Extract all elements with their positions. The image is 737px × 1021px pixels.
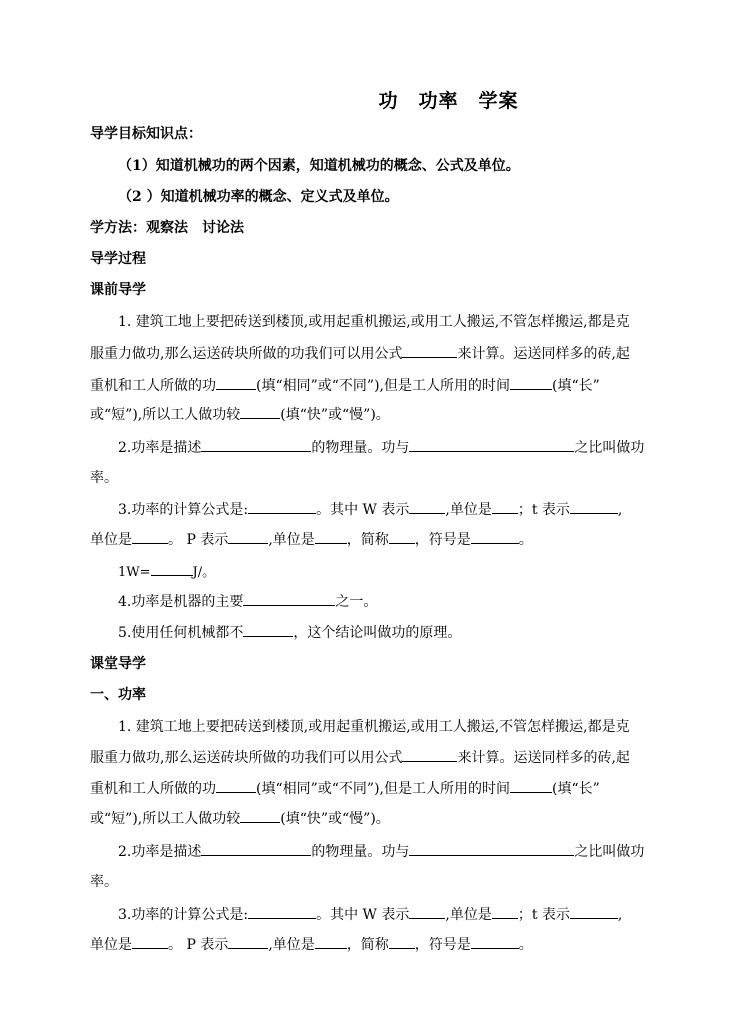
fill-blank: [570, 905, 618, 919]
q1-line3: [90, 376, 650, 396]
q4-text: 之一。: [335, 594, 378, 610]
q3-text: 。其中 W 表示: [316, 502, 410, 518]
q3-text: ；t 表示: [517, 907, 570, 923]
q1-text: 或“短”),所以工人做功较: [90, 811, 241, 827]
q3-text: ,: [617, 502, 623, 518]
goals-heading: 导学目标知识点：: [90, 126, 202, 142]
fill-blank: [228, 530, 268, 544]
fill-blank: [471, 530, 519, 544]
q3-text: ，简称: [346, 532, 389, 548]
fill-blank: [389, 935, 415, 949]
fill-blank: [471, 935, 519, 949]
fill-blank: [315, 530, 347, 544]
q3-text: ，符号是: [414, 532, 471, 548]
q1-text: 来计算。运送同样多的砖,起: [457, 750, 630, 766]
q3-text: 单位是: [90, 937, 132, 953]
fill-blank: [243, 592, 335, 606]
q1-text: 来计算。运送同样多的砖,起: [457, 346, 630, 362]
q3-text: ,单位是: [445, 907, 492, 923]
q1-text: (填“相同”或“不同”),但是工人所用的时间: [256, 781, 511, 797]
c-q1-line1: 1. 建筑工地上要把砖送到楼顶,或用起重机搬运,或用工人搬运,不管怎样搬运,都是克: [118, 719, 630, 735]
q2-text: 2.功率是描述: [118, 440, 202, 456]
fill-blank: [409, 842, 574, 856]
fill-blank: [228, 935, 268, 949]
q1-line1: 1. 建筑工地上要把砖送到楼顶,或用起重机搬运,或用工人搬运,不管怎样搬运,都是克: [118, 314, 630, 330]
q3-text: 。 P 表示: [168, 937, 229, 953]
q4-line: [118, 592, 658, 612]
fill-blank: [492, 905, 518, 919]
q3-text: ,单位是: [268, 937, 315, 953]
c-q1-line4: [90, 809, 650, 829]
fill-blank: [240, 809, 280, 823]
fill-blank: [315, 935, 347, 949]
q3-text: 。: [518, 532, 533, 548]
q5-line: [118, 623, 658, 643]
q3-text: 1W=: [118, 565, 151, 580]
process-heading: 导学过程: [90, 251, 146, 267]
study-method: 学方法：观察法 讨论法: [90, 220, 244, 236]
q3-text: ，简称: [346, 937, 389, 953]
q3-text: ，符号是: [414, 937, 471, 953]
q2-line1: [118, 438, 658, 458]
q3-text: 3.功率的计算公式是:: [118, 907, 249, 923]
fill-blank: [248, 500, 316, 514]
goal-item-1: （1）知道机械功的两个因素，知道机械功的概念、公式及单位。: [118, 158, 520, 174]
c-q1-line2: [90, 748, 650, 768]
fill-blank: [132, 530, 168, 544]
fill-blank: [216, 376, 256, 390]
q4-text: 4.功率是机器的主要: [118, 594, 244, 610]
c-q2-line1: [118, 842, 658, 862]
fill-blank: [201, 438, 311, 452]
q1-text: 服重力做功,那么运送砖块所做的功我们可以用公式: [90, 346, 403, 362]
q1-line2: [90, 344, 650, 364]
q2-text: 2.功率是描述: [118, 844, 202, 860]
c-q2-line2: 率。: [90, 874, 118, 890]
formula-blank: [402, 748, 457, 762]
formula-blank: [402, 344, 457, 358]
fill-blank: [243, 623, 293, 637]
fill-blank: [510, 779, 552, 793]
q3-line1: [118, 500, 658, 520]
q2-line2: 率。: [90, 470, 118, 486]
title-text: 功 功率 学案: [378, 90, 519, 112]
pre-class-heading: 课前导学: [90, 282, 146, 298]
q1-text: 或“短”),所以工人做功较: [90, 407, 241, 423]
q2-text: 之比叫做功: [574, 440, 645, 456]
fill-blank: [409, 500, 445, 514]
q3-text: ,单位是: [268, 532, 315, 548]
q3-text: 3.功率的计算公式是:: [118, 502, 249, 518]
in-class-heading: 课堂导学: [90, 656, 146, 672]
q3-text: ,: [617, 907, 623, 923]
fill-blank: [248, 905, 316, 919]
q1-text: (填“长”: [552, 781, 600, 797]
fill-blank: [409, 905, 445, 919]
q2-text: 的物理量。功与: [311, 844, 410, 860]
c-q3-line2: [90, 935, 650, 955]
q5-text: 5.使用任何机械都不: [118, 625, 244, 641]
section-power-heading: 一、功率: [90, 687, 146, 703]
q1-text: (填“快”或“慢”)。: [280, 811, 390, 827]
q3-text: ；t 表示: [517, 502, 570, 518]
fill-blank: [492, 500, 518, 514]
fill-blank: [389, 530, 415, 544]
c-q3-line1: [118, 905, 658, 925]
goal-item-2: （2 ）知道机械功率的概念、定义式及单位。: [118, 189, 399, 205]
q1-text: (填“快”或“慢”)。: [280, 407, 390, 423]
q1-text: (填“相同”或“不同”),但是工人所用的时间: [256, 378, 511, 394]
q1-text: 服重力做功,那么运送砖块所做的功我们可以用公式: [90, 750, 403, 766]
fill-blank: [570, 500, 618, 514]
q1-text: 重机和工人所做的功: [90, 378, 216, 394]
fill-blank: [151, 562, 193, 576]
q3-text: J/。: [192, 565, 216, 580]
c-q1-line3: [90, 779, 650, 799]
q1-text: 重机和工人所做的功: [90, 781, 216, 797]
q3-text: 。其中 W 表示: [316, 907, 410, 923]
fill-blank: [132, 935, 168, 949]
q3-line2: [90, 530, 650, 550]
fill-blank: [216, 779, 256, 793]
q3-text: 单位是: [90, 532, 132, 548]
fill-blank: [409, 438, 574, 452]
q2-text: 的物理量。功与: [311, 440, 410, 456]
q1-line4: [90, 405, 650, 425]
page-title: [0, 86, 737, 113]
q3-text: ,单位是: [445, 502, 492, 518]
q5-text: ，这个结论叫做功的原理。: [293, 625, 462, 641]
q1-text: (填“长”: [552, 378, 600, 394]
fill-blank: [240, 405, 280, 419]
q2-text: 之比叫做功: [574, 844, 645, 860]
q3-text: 。 P 表示: [168, 532, 229, 548]
q3-text: 。: [518, 937, 533, 953]
fill-blank: [201, 842, 311, 856]
fill-blank: [510, 376, 552, 390]
q3-unit-line: [118, 562, 658, 583]
